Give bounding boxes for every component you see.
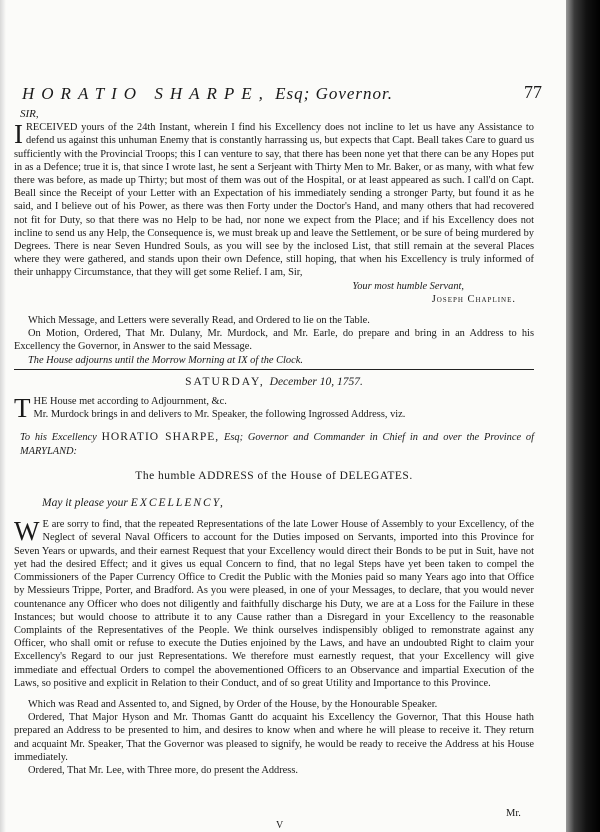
page-content: [14, 82, 534, 777]
date-value: December 10, 1757.: [269, 375, 363, 388]
address-to-name: HORATIO SHARPE,: [101, 431, 220, 444]
proceedings-paragraph: Ordered, That Mr. Lee, with Three more, do present the Address.: [28, 764, 298, 776]
proceedings-paragraph: On Motion, Ordered, That Mr. Dulany, Mr. Murdock, and Mr. Earle, do prepare and bring in an Address to his Excellency the Governor, in Answer to the said Message.: [14, 328, 534, 353]
meeting-paragraph: [14, 393, 534, 424]
running-head-subtitle: Esq; Governor.: [275, 84, 394, 103]
catchword: Mr.: [506, 808, 521, 819]
address-body: [14, 518, 534, 690]
letter-dropcap: I: [14, 119, 23, 150]
address-greeting: [42, 497, 534, 510]
meeting-dropcap: T: [14, 393, 31, 424]
address-to-rest: Esq; Governor and Commander in Chief in and over the Province of MARYLAND:: [20, 432, 535, 457]
letter-body: [14, 121, 534, 279]
date-day: SATURDAY,: [185, 375, 265, 388]
proceedings-paragraph: Ordered, That Major Hyson and Mr. Thomas Gantt do acquaint his Excellency the Governor, That this House hath prepared an Address to be presented to him, and desires to know when and where he will please to receive it. They return and acquaint Mr. Speaker, That the Governor was pleased to signify, he would be ready to receive the Address at his House immediately.: [14, 712, 534, 763]
signature-mark: V: [276, 820, 284, 831]
proceedings-paragraph: Which Message, and Letters were severally Read, and Ordered to lie on the Table.: [28, 315, 370, 327]
address-to-prefix: To his Excellency: [20, 432, 97, 444]
address-greeting-prefix: May it please your: [42, 497, 128, 510]
proceedings-first: [14, 314, 534, 367]
meeting-line-2: Mr. Murdock brings in and delivers to Mr. Speaker, the following Ingrossed Address, viz.: [33, 409, 406, 421]
letter-signoff: Your most humble Servant,: [352, 280, 464, 292]
page-number: 77: [524, 82, 542, 102]
section-rule: [14, 369, 534, 370]
address-recipient: [20, 431, 534, 457]
proceedings-paragraph: Which was Read and Assented to, and Signed, by Order of the House, by the Honourable Speaker.: [28, 698, 438, 710]
address-body-text: E are sorry to find, that the repeated Representations of the late Lower House of Assembly to your Excellency, of the Neglect of several Naval Officers to account for the Duties imposed on Servants, imported into this Province for Seven Years or upwards, and their earnest Request that your Excellency would direct their Bonds to be put in Suit, have not yet had the desired Effect; and it gives us equal Concern to find, that no legal Steps have yet been taken to compel the Commissioners of the Paper Currency Office to Credit the Public with the Monies paid so many Years ago into that Office by Messieurs Trippe, Porter, and Bradford. As you were pleased, in one of your Messages, to declare, that you would never countenance any Officer who does not diligently and faithfully discharge his Duty, we are at a Loss for the Failure in these Instances; but would choose to attribute it to any Cause rather than a Disregard in your Excellency to the reasonable Complaints of the Representatives of the People. We think ourselves indispensibly obliged to remonstrate against any Officer, who shall omit or refuse to execute the Duties enjoined by the Laws, and have an undoubted Right to claim your Excellency's Regard to our just Representations. We therefore must earnestly request, that your Excellency will give immediate and effectual Orders to compel the abovementioned Officers to an Observance and impartial Execution of the Laws, so positive and explicit in Relation to their Conduct, and of so great Utility and Importance to this Province.: [14, 519, 534, 689]
address-greeting-excellency: EXCELLENCY,: [130, 497, 225, 510]
scan-left-edge: [0, 0, 6, 832]
letter-salutation: SIR,: [20, 108, 39, 120]
letter-body-text: RECEIVED yours of the 24th Instant, wherein I find his Excellency does not incline to let us have any Assistance to defend us against this unhuman Enemy that is constantly harrassing us, but expects that Capt. Beall takes Care to guard us sufficiently with the Provincial Troops; this I can venture to say, that there has been none yet that there can be any Hopes put in as a Defence; true it is, that since I wrote last, he sent a Serjeant with Thirty Men to Mr. Baker, or as many, with what few there was before, as made up Thirty; but most of them was out of the Hospital, or at least appeared as such. I call'd on Capt. Beall since the Receipt of your Letter with an Expectation of his immediately sending a stronger Party, but found it as he said, and I believe out of his Power, as there was then Forty under the Doctor's Hand, and many others that had recovered not fit for Duty, so that there was no Help to be had, nor none we expect from the Place; and if his Excellency does not incline to send us any Help, the Consequence is, we must break up and leave the Settlement, or be sure of being murdered by Degrees. There is near Seven Hundred Souls, as you will see by the inclosed List, that still remain at the several Places where they were gathered, and stands upon their own Defence, still hoping, that when his Excellency is truly informed of their unhappy Circumstance, that they will get some Relief. I am, Sir,: [14, 122, 534, 279]
letter-signer: Joseph Chapline.: [431, 293, 516, 305]
running-head-title: HORATIO SHARPE,: [22, 84, 270, 103]
proceedings-second: [14, 698, 534, 777]
date-heading: [14, 376, 534, 389]
address-title: The humble ADDRESS of the House of DELEGATES.: [135, 469, 413, 482]
address-dropcap: W: [14, 516, 40, 547]
adjourn-line: The House adjourns until the Morrow Morning at IX of the Clock.: [28, 354, 303, 366]
meeting-line-1: HE House met according to Adjournment, &c.: [33, 396, 227, 408]
scan-right-edge: [566, 0, 600, 832]
